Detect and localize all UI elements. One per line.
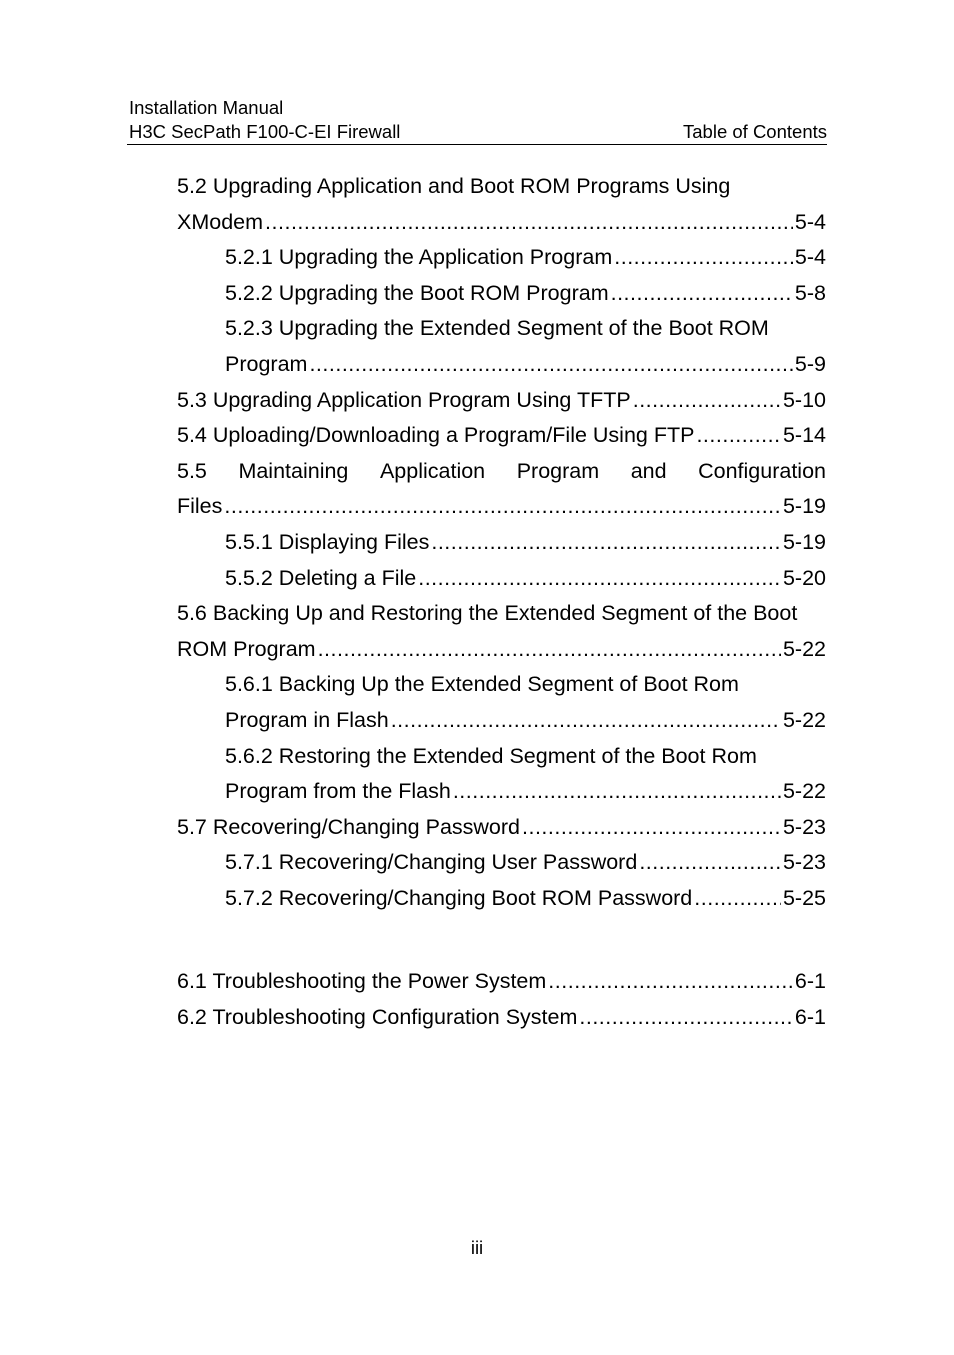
dot-leader [224, 489, 781, 525]
page-header [129, 96, 827, 144]
toc-page-number: 5-22 [782, 779, 826, 804]
toc-entry-5-6[interactable]: ROM Program ..... 5-22 [177, 632, 826, 668]
toc-entry-5-5-line1: 5.5 Maintaining Application Program and Configuration [177, 458, 826, 483]
toc-entry-5-2-2[interactable]: 5.2.2 Upgrading the Boot ROM Program ..... 5-8 [177, 276, 826, 312]
toc-page-number: 5-25 [782, 885, 826, 910]
toc-page-number: 5-19 [782, 494, 826, 519]
dot-leader [318, 632, 781, 668]
manual-title: Installation Manual [129, 97, 284, 118]
toc-entry-5-7-1[interactable]: 5.7.1 Recovering/Changing User Password ..... 5-23 [177, 845, 826, 881]
toc-entry-5-4[interactable]: 5.4 Uploading/Downloading a Program/File Using FTP ..... 5-14 [177, 418, 826, 454]
toc-page-number: 6-1 [794, 969, 826, 994]
toc-entry-5-2[interactable]: XModem ..... 5-4 [177, 205, 826, 241]
dot-leader [453, 774, 781, 810]
toc-page-number: 5-10 [782, 387, 826, 412]
dot-leader [633, 383, 781, 419]
dot-leader [548, 964, 793, 1000]
product-name: H3C SecPath F100-C-EI Firewall [129, 121, 401, 142]
dot-leader [265, 205, 793, 241]
toc-entry-5-2-1[interactable]: 5.2.1 Upgrading the Application Program ..... 5-4 [177, 240, 826, 276]
dot-leader [418, 561, 781, 597]
toc-page-number: 5-23 [782, 814, 826, 839]
section-name: Table of Contents [683, 121, 827, 142]
toc-entry-6-2[interactable]: 6.2 Troubleshooting Configuration System ..... 6-1 [177, 1000, 826, 1036]
toc-entry-5-6-1-line1: 5.6.1 Backing Up the Extended Segment of Boot Rom [225, 672, 739, 697]
dot-leader [614, 240, 793, 276]
toc-page-number: 6-1 [794, 1005, 826, 1030]
dot-leader [696, 418, 781, 454]
toc-entry-5-5[interactable]: Files ..... 5-19 [177, 489, 826, 525]
dot-leader [431, 525, 781, 561]
toc-entry-5-2-3-line1: 5.2.3 Upgrading the Extended Segment of the Boot ROM [225, 316, 769, 341]
dot-leader [391, 703, 781, 739]
toc-entry-5-6-line1: 5.6 Backing Up and Restoring the Extended Segment of the Boot [177, 601, 798, 626]
dot-leader [639, 845, 781, 881]
toc-page-number: 5-4 [794, 245, 826, 270]
toc-page-number: 5-22 [782, 707, 826, 732]
header-divider [127, 144, 827, 145]
dot-leader [522, 810, 781, 846]
toc-entry-5-6-2-line1: 5.6.2 Restoring the Extended Segment of the Boot Rom [225, 743, 757, 768]
toc-entry-5-5-2[interactable]: 5.5.2 Deleting a File ..... 5-20 [177, 561, 826, 597]
table-of-contents [177, 169, 826, 1036]
dot-leader [611, 276, 793, 312]
toc-page-number: 5-20 [782, 565, 826, 590]
toc-entry-5-6-1[interactable]: Program in Flash ..... 5-22 [177, 703, 826, 739]
toc-entry-5-7-2[interactable]: 5.7.2 Recovering/Changing Boot ROM Password ..... 5-25 [177, 881, 826, 917]
toc-entry-5-3[interactable]: 5.3 Upgrading Application Program Using TFTP ..... 5-10 [177, 383, 826, 419]
toc-entry-5-6-2[interactable]: Program from the Flash ..... 5-22 [177, 774, 826, 810]
toc-entry-5-7[interactable]: 5.7 Recovering/Changing Password ..... 5-23 [177, 810, 826, 846]
dot-leader [579, 1000, 793, 1036]
toc-entry-5-2-3[interactable]: Program ..... 5-9 [177, 347, 826, 383]
toc-page-number: 5-19 [782, 529, 826, 554]
dot-leader [309, 347, 792, 383]
toc-entry-6-1[interactable]: 6.1 Troubleshooting the Power System ..... 6-1 [177, 964, 826, 1000]
dot-leader [694, 881, 781, 917]
toc-page-number: 5-14 [782, 423, 826, 448]
toc-page-number: 5-22 [782, 636, 826, 661]
toc-page-number: 5-23 [782, 850, 826, 875]
toc-page-number: 5-4 [794, 209, 826, 234]
toc-entry-5-5-1[interactable]: 5.5.1 Displaying Files ..... 5-19 [177, 525, 826, 561]
toc-entry-5-2-line1: 5.2 Upgrading Application and Boot ROM Programs Using [177, 174, 731, 198]
page-number: iii [470, 1237, 484, 1258]
toc-page-number: 5-9 [794, 351, 826, 376]
toc-page-number: 5-8 [794, 280, 826, 305]
